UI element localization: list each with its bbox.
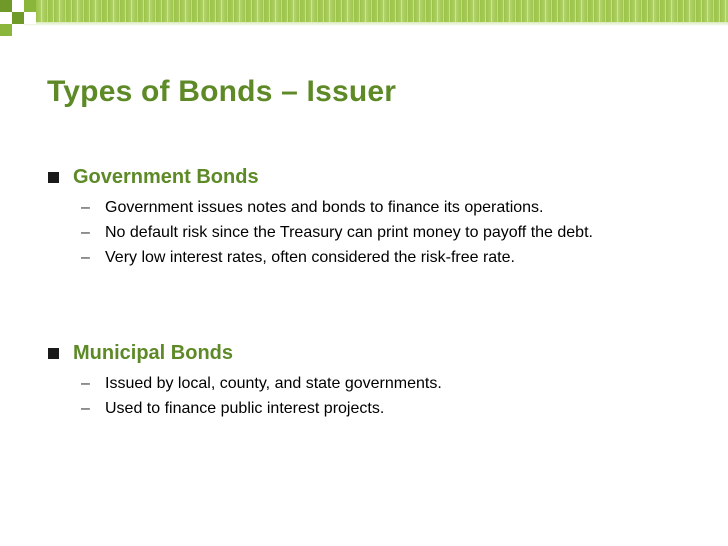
slide-title: Types of Bonds – Issuer	[47, 75, 397, 108]
list-item-text: Government issues notes and bonds to finance its operations.	[105, 199, 544, 216]
square-bullet-icon	[48, 348, 59, 359]
dash-bullet-icon: –	[81, 224, 90, 241]
dash-bullet-icon: –	[81, 199, 90, 216]
list-item	[48, 247, 685, 268]
section-government-bonds	[48, 166, 685, 268]
list-item	[48, 398, 685, 419]
dash-bullet-icon: –	[81, 249, 90, 266]
list-item-text: Used to finance public interest projects.	[105, 400, 385, 417]
section-heading: Government Bonds	[73, 166, 259, 188]
list-item	[48, 197, 685, 218]
checker-logo-icon	[0, 0, 52, 42]
list-item-text: Issued by local, county, and state governments.	[105, 375, 442, 392]
list-item	[48, 373, 685, 394]
section-heading-row	[48, 166, 685, 189]
header-band-shadow	[0, 22, 728, 26]
dash-bullet-icon: –	[81, 375, 90, 392]
section-municipal-bonds	[48, 342, 685, 419]
list-item-text: Very low interest rates, often considered the risk-free rate.	[105, 249, 515, 266]
section-heading: Municipal Bonds	[73, 342, 233, 364]
header-band	[0, 0, 728, 22]
list-item-text: No default risk since the Treasury can print money to payoff the debt.	[105, 224, 593, 241]
square-bullet-icon	[48, 172, 59, 183]
list-item	[48, 222, 685, 243]
section-heading-row	[48, 342, 685, 365]
dash-bullet-icon: –	[81, 400, 90, 417]
